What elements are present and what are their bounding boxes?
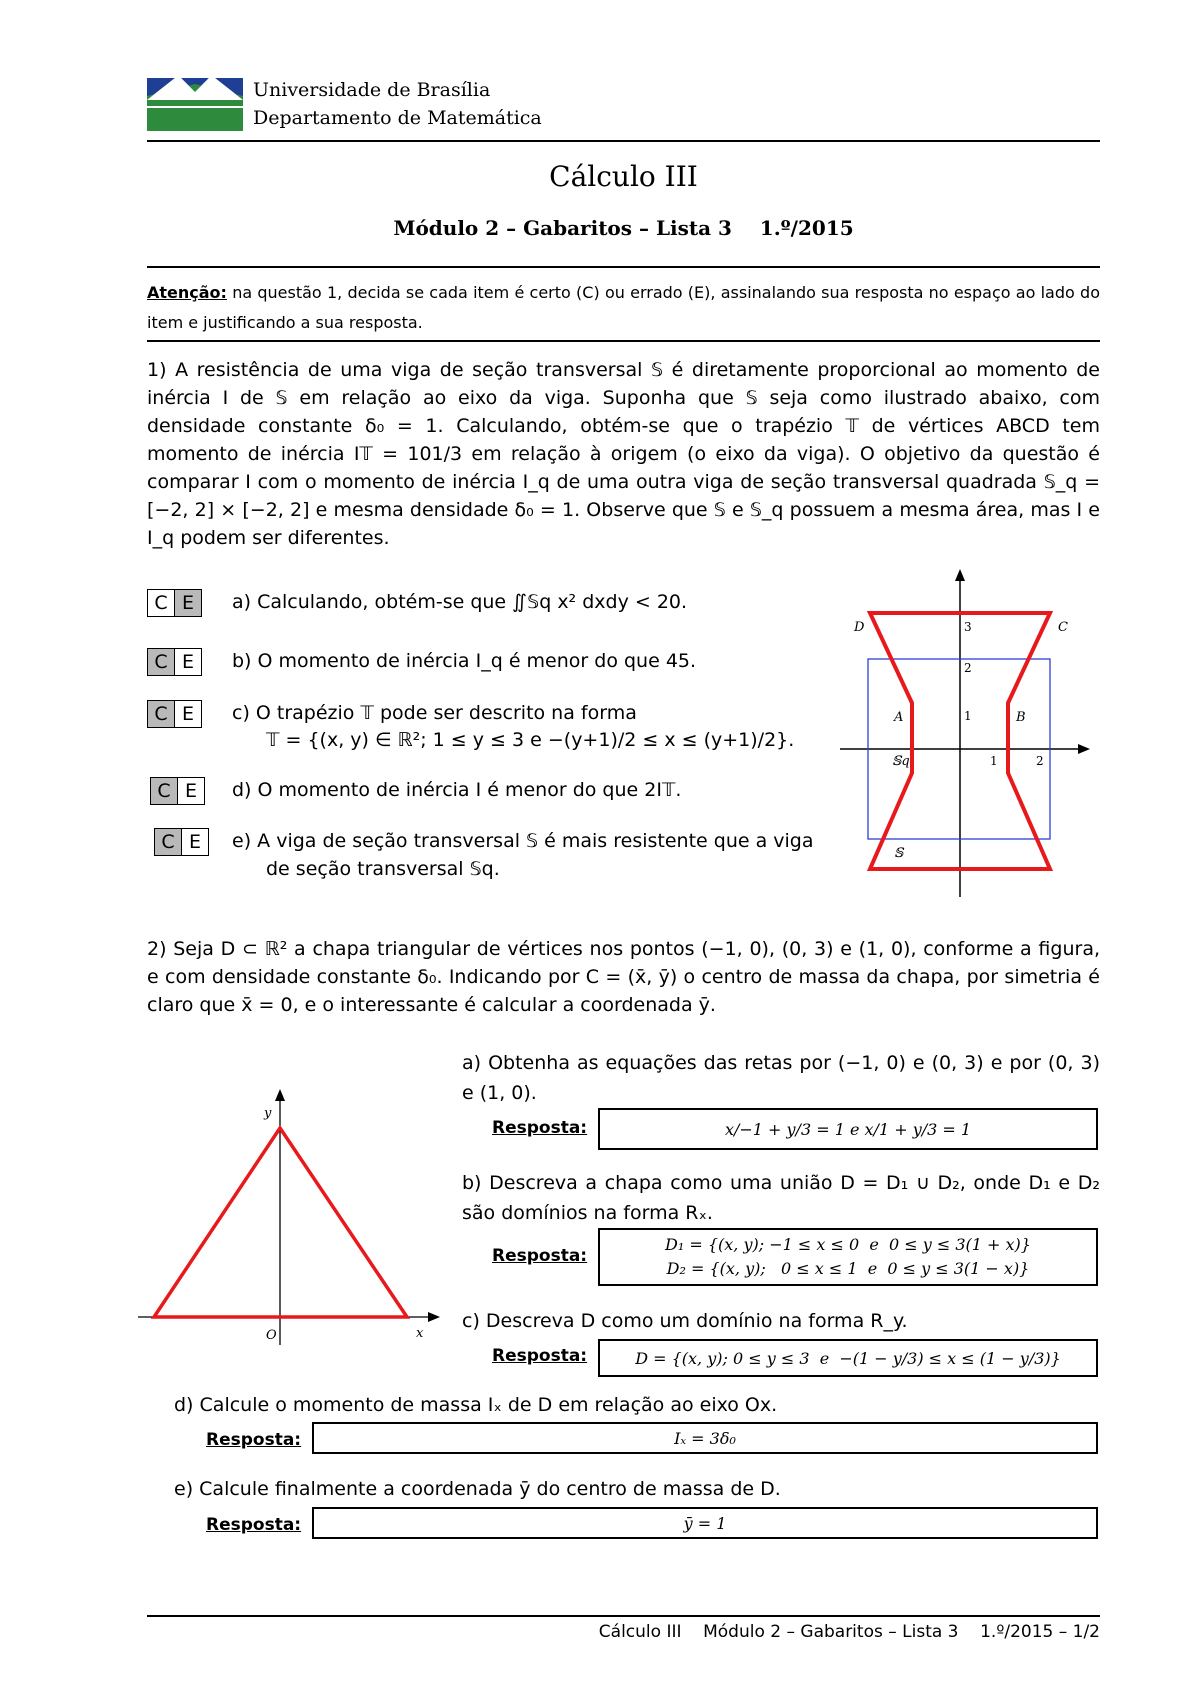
q2c-answer-box[interactable]: D = {(x, y); 0 ≤ y ≤ 3 e −(1 − y/3) ≤ x ≤ (1 − y/3)} <box>598 1339 1098 1377</box>
q2e-item: e) Calcule finalmente a coordenada ȳ do centro de massa de D. <box>174 1478 781 1500</box>
q1e-answer-box[interactable]: C E <box>154 828 209 856</box>
q1d-answer-box[interactable]: C E <box>150 777 205 805</box>
q2b-item: b) Descreva a chapa como uma união D = D₁ ∪ D₂, onde D₁ e D₂ são domínios na forma Rₓ. <box>462 1172 1100 1224</box>
q1-label-d: D <box>854 620 865 635</box>
attention-text: na questão 1, decida se cada item é certo (C) ou errado (E), assinalando sua resposta no espaço ao lado do item e justificando a sua resposta. <box>147 283 1100 332</box>
q2e-answer-label: Resposta: <box>206 1515 302 1535</box>
page-title: Cálculo III <box>549 160 698 193</box>
attention-label: Atenção: <box>147 283 227 302</box>
q1d-item: d) O momento de inércia I é menor do que 2I𝕋. <box>232 779 682 801</box>
q1c-item-formula: 𝕋 = {(x, y) ∈ ℝ²; 1 ≤ y ≤ 3 e −(y+1)/2 ≤ x ≤ (y+1)/2}. <box>266 729 795 751</box>
footer-rule <box>147 1615 1100 1617</box>
q2-y-label: y <box>264 1106 272 1121</box>
q2c-answer-label: Resposta: <box>492 1346 588 1366</box>
header-department: Departamento de Matemática <box>253 107 542 129</box>
q2d-item: d) Calcule o momento de massa Iₓ de D em relação ao eixo Ox. <box>174 1394 778 1416</box>
q1c-answer-box[interactable]: C E <box>147 700 202 728</box>
q1a-answer-box[interactable]: C E <box>147 589 202 617</box>
q2b-answer-d2: D₂ = {(x, y); 0 ≤ x ≤ 1 e 0 ≤ y ≤ 3(1 − x)} <box>666 1259 1030 1278</box>
q1c-item: c) O trapézio 𝕋 pode ser descrito na forma <box>232 702 637 724</box>
q1b-answer-box[interactable]: C E <box>147 648 202 676</box>
q1-tick-x1: 1 <box>990 754 998 768</box>
q1-tick-y3: 3 <box>964 620 972 634</box>
q2a-answer-box[interactable]: x/−1 + y/3 = 1 e x/1 + y/3 = 1 <box>598 1108 1098 1150</box>
q2-figure <box>130 1085 450 1355</box>
q2b-answer-box[interactable] <box>598 1228 1098 1286</box>
q1-label-a: A <box>894 710 904 725</box>
q2-origin-label: O <box>266 1328 277 1343</box>
q1-label-s: 𝕊 <box>894 846 904 861</box>
q2c-item: c) Descreva D como um domínio na forma R_y. <box>462 1310 908 1332</box>
q1e-item: e) A viga de seção transversal 𝕊 é mais resistente que a viga <box>232 830 814 852</box>
q1-intro: 1) A resistência de uma viga de seção transversal 𝕊 é diretamente proporcional ao momento de inércia I de 𝕊 em relação ao eixo da viga. Suponha que 𝕊 seja como ilustrado abaixo, com densidade constante δ₀ = 1. Calculando, obtém-se que o trapézio 𝕋 de vértices ABCD tem momento de inércia I𝕋 = 101/3 em relação à origem (o eixo da viga). O objetivo da questão é comparar I com o momento de inércia I_q de uma outra viga de seção transversal quadrada 𝕊_q = [−2, 2] × [−2, 2] e mesma densidade δ₀ = 1. Observe que 𝕊 e 𝕊_q possuem a mesma área, mas I e I_q podem ser diferentes. <box>147 359 1100 549</box>
q2a-item: a) Obtenha as equações das retas por (−1, 0) e (0, 3) e por (0, 3) e (1, 0). <box>462 1052 1100 1104</box>
attention-top-rule <box>147 266 1100 268</box>
q1b-item: b) O momento de inércia I_q é menor do que 45. <box>232 650 697 672</box>
q2a-answer-label: Resposta: <box>492 1118 588 1138</box>
q1-x-axis <box>840 744 1090 754</box>
header-rule <box>147 140 1100 142</box>
q2-intro: 2) Seja D ⊂ ℝ² a chapa triangular de vértices nos pontos (−1, 0), (0, 3) e (1, 0), conforme a figura, e com densidade constante δ₀. Indicando por C = (x̄, ȳ) o centro de massa da chapa, por simetria é claro que x̄ = 0, e o interessante é calcular a coordenada ȳ. <box>147 938 1100 1016</box>
q1-label-sq: 𝕊q <box>892 754 910 769</box>
q1-tick-y1: 1 <box>964 709 972 723</box>
q1e-item-line2: de seção transversal 𝕊q. <box>266 858 500 880</box>
q2b-answer-d1: D₁ = {(x, y); −1 ≤ x ≤ 0 e 0 ≤ y ≤ 3(1 + x)} <box>665 1235 1031 1254</box>
q2d-answer-box[interactable]: Iₓ = 3δ₀ <box>312 1422 1098 1454</box>
header-university: Universidade de Brasília <box>253 79 491 101</box>
q2-x-label: x <box>416 1326 424 1341</box>
q2d-answer-label: Resposta: <box>206 1430 302 1450</box>
q1-tick-y2: 2 <box>964 661 972 675</box>
attention-note <box>147 278 1100 338</box>
footer-text: Cálculo III Módulo 2 – Gabaritos – Lista 3 1.º/2015 – 1/2 <box>598 1622 1100 1642</box>
q1-tick-x2: 2 <box>1036 754 1044 768</box>
unb-logo <box>147 78 243 131</box>
q1-label-c: C <box>1058 620 1068 635</box>
q1-label-b: B <box>1016 710 1026 725</box>
page-subtitle: Módulo 2 – Gabaritos – Lista 3 1.º/2015 <box>393 216 854 240</box>
q2e-answer-box[interactable]: ȳ = 1 <box>312 1507 1098 1539</box>
q1a-item: a) Calculando, obtém-se que ∬𝕊q x² dxdy < 20. <box>232 591 688 613</box>
q1-y-axis <box>955 569 965 897</box>
q2b-answer-label: Resposta: <box>492 1246 588 1266</box>
q1-figure <box>840 565 1100 905</box>
attention-bottom-rule <box>147 340 1100 342</box>
